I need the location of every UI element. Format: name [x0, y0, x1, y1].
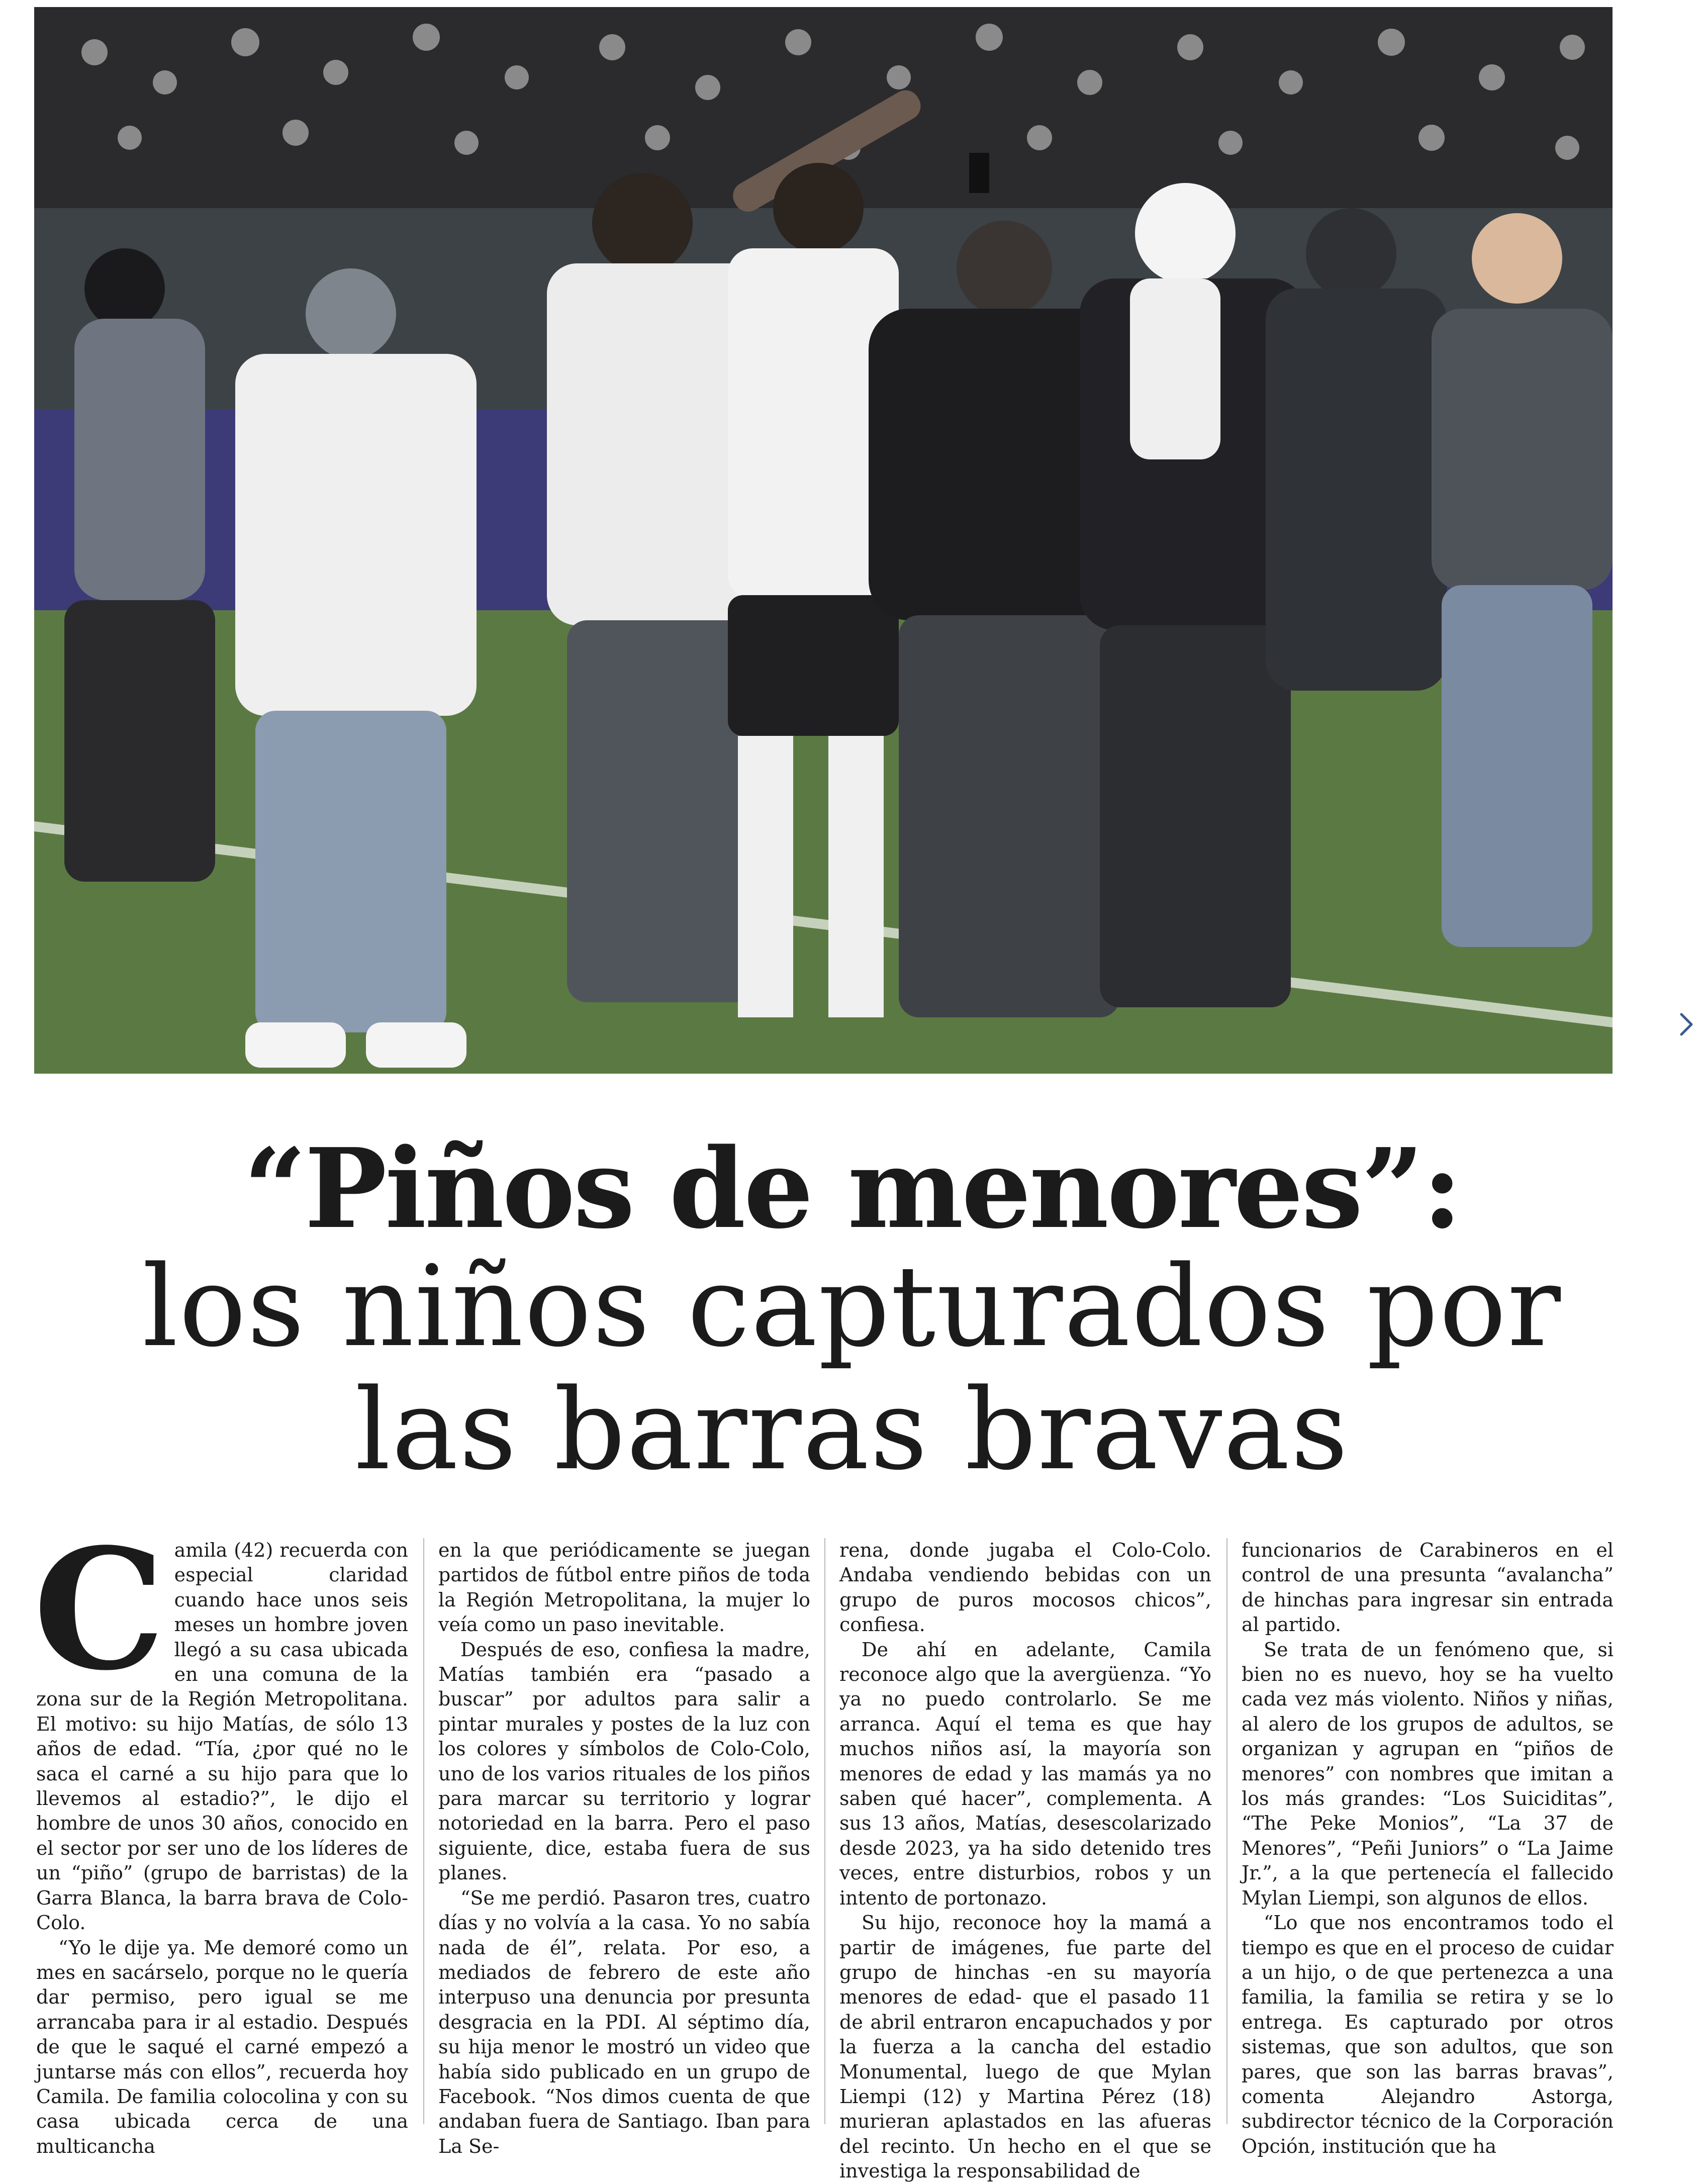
pitch-invasion-illustration [34, 7, 1613, 1074]
figure-left-hoodie [64, 248, 215, 882]
article-column-2 [438, 1538, 810, 2157]
headline-line-3: las barras bravas [355, 1365, 1349, 1495]
article-column-3 [839, 1538, 1211, 2182]
column-divider [423, 1538, 424, 2124]
paragraph: Su hijo, reconoce hoy la mamá a partir de imágenes, fue parte del grupo de hinchas -en su mayoría menores de edad- que el pasado 11 de abril entraron encapuchados y por la fuerza a la cancha del estadio Monumental, luego de que Mylan Liempi (12) y Martina Pérez (18) murieran aplastados en las afueras del recinto. Un hecho en el que se investiga la responsabilidad de [839, 1912, 1211, 2182]
drop-cap: C [33, 1512, 165, 1707]
column-divider [824, 1538, 825, 2124]
paragraph: funcionarios de Carabineros en el control de una presunta “avalancha” de hinchas para ingresar sin entrada al partido. [1242, 1539, 1614, 1636]
hero-photo [34, 7, 1613, 1074]
article-column-1 [33, 1512, 408, 2157]
paragraph: amila (42) recuerda con especial claridad cuando hace unos seis meses un hombre joven llegó a su casa ubicada en una comuna de la zona sur de la Región Metropolitana. El motivo: su hijo Matías, de sólo 13 años de edad. “Tía, ¿por qué no le saca el carné a su hijo para que lo llevemos al estadio?”, le dijo el hombre de unos 30 años, conocido en el sector por ser uno de los líderes de un “piño” (grupo de barristas) de la Garra Blanca, la barra brava de Colo-Colo. [36, 1539, 408, 1934]
paragraph: rena, donde jugaba el Colo-Colo. Andaba vendiendo bebidas con un grupo de puros mocosos chicos”, confiesa. [839, 1539, 1211, 1636]
headline-line-2: los niños capturados por [142, 1242, 1562, 1372]
paragraph: “Lo que nos encontramos todo el tiempo es que en el proceso de cuidar a un hijo, o de que pertenezca a una familia, la familia se retira y se lo entrega. Es capturado por otros sistemas, que son adultos, que son pares, que son las barras bravas”, comenta Alejandro Astorga, subdirector técnico de la Corporación Opción, institución que ha [1242, 1912, 1614, 2157]
chevron-right-icon[interactable] [1676, 1010, 1696, 1038]
figure-boy-white-shirt [235, 268, 477, 1068]
headline-line-1: “Piños de menores”: [243, 1124, 1461, 1253]
column-divider [1226, 1538, 1227, 2124]
paragraph: “Se me perdió. Pasaron tres, cuatro días y no volvía a la casa. Yo no sabía nada de él”, relata. Por eso, a mediados de febrero de este año interpuso una denuncia por presunta desgracia en la PDI. Al séptimo día, su hija menor le mostró un video que había sido publicado en un grupo de Facebook. “Nos dimos cuenta de que andaban fuera de Santiago. Iban para La Se- [438, 1886, 810, 2157]
paragraph: Después de eso, confiesa la madre, Matías también era “pasado a buscar” por adultos para salir a pintar murales y postes de la luz con los colores y símbolos de Colo-Colo, uno de los varios rituales de los piños para marcar su territorio y lograr notoriedad en la barra. Pero el paso siguiente, dice, estaba fuera de sus planes. [438, 1638, 810, 1884]
paragraph: De ahí en adelante, Camila reconoce algo que la avergüenza. “Yo ya no puedo controlarlo. Se me arranca. Aquí el tema es que hay muchos niños así, la mayoría son menores de edad y las mamás ya no saben qué hacer”, complementa. A sus 13 años, Matías, desescolarizado desde 2023, ya ha sido detenido tres veces, entre disturbios, robos y un intento de portonazo. [839, 1638, 1211, 1909]
paragraph: “Yo le dije ya. Me demoré como un mes en sacárselo, porque no le quería dar permiso, pero igual se me arrancaba para ir al estadio. Después de que le saqué el carné empezó a juntarse más con ellos”, recuerda hoy Camila. De familia colocolina y con su casa ubicada cerca de una multicancha [36, 1936, 408, 2157]
paragraph: en la que periódicamente se juegan partidos de fútbol entre piños de toda la Región Metropolitana, la mujer lo veía como un paso inevitable. [438, 1539, 810, 1636]
figure-grey-jacket [1432, 213, 1613, 947]
paragraph: Se trata de un fenómeno que, si bien no es nuevo, hoy se ha vuelto cada vez más violento. Niños y niñas, al alero de los grupos de adultos, se organizan y agrupan en “piños de menores” con nombres que imitan a los más grandes: “Los Suiciditas”, “The Peke Monios”, “La 37 de Menores”, “Peñi Juniors” o “La Jaime Jr.”, a la que pertenecía el fallecido Mylan Liempi, son algunos de ellos. [1242, 1638, 1614, 1909]
article-column-4 [1242, 1538, 1614, 2157]
article-body [33, 1512, 1614, 2182]
